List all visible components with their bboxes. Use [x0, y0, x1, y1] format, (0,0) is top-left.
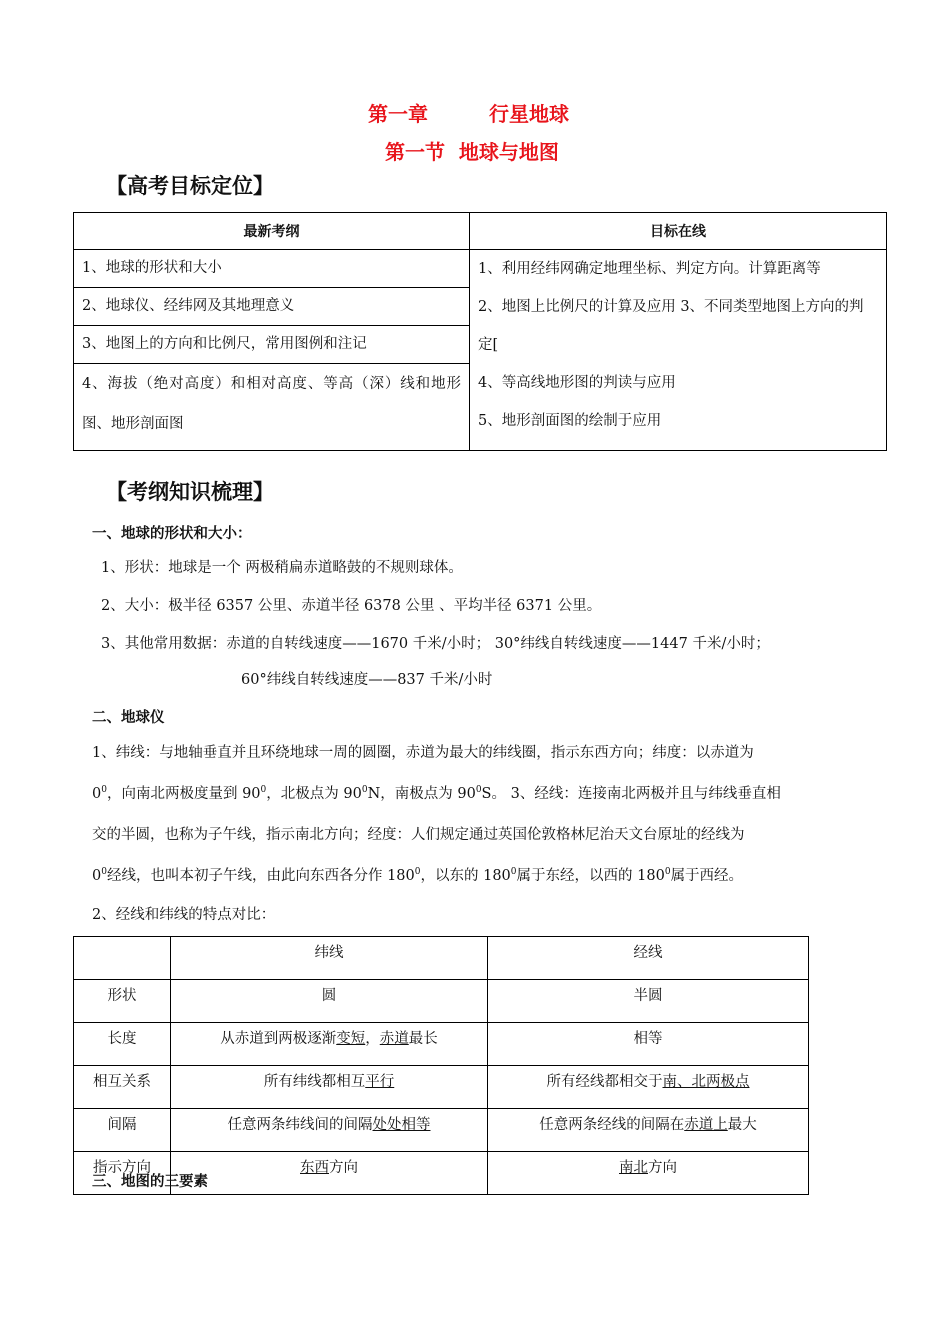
longitude-cell [488, 1066, 809, 1109]
section-title: 第一节 地球与地图 [385, 140, 559, 164]
text: 所有经线都相交于 [546, 1074, 663, 1090]
text: ， [365, 1031, 380, 1047]
latitude-cell [171, 1109, 488, 1152]
underlined-answer: 赤道上 [684, 1117, 728, 1133]
speed-line-60: 60°纬线自转线速度——837 千米/小时 [241, 672, 493, 688]
corner-cell [74, 937, 171, 980]
longitude-cell [488, 1109, 809, 1152]
section-shape-size: 一、地球的形状和大小： [92, 526, 252, 542]
degree-sup: 0 [260, 785, 267, 796]
chapter-name: 行星地球 [488, 102, 569, 126]
text: 属于东经，以西的 180 [516, 868, 665, 884]
text: 最长 [408, 1031, 438, 1047]
heading-knowledge: 【考纲知识梳理】 [106, 480, 274, 504]
degree-sup: 0 [101, 867, 107, 878]
text: 任意两条纬线间的间隔 [227, 1117, 373, 1133]
text: 方向 [648, 1160, 677, 1176]
degree-sup: 0 [101, 785, 107, 796]
degree-sup: 0 [475, 785, 482, 796]
longitude-cell: 半圆 [488, 980, 809, 1023]
degree-sup: 0 [361, 785, 368, 796]
speed-line: 3、其他常用数据：赤道的自转线速度——1670 千米/小时； 30°纬线自转线速度——1447 千米/小时； [101, 636, 770, 652]
text: N，南极点为 90 [367, 786, 476, 802]
exam-goals-table [73, 212, 887, 451]
latitude-cell: 圆 [171, 980, 488, 1023]
row-label: 指示方向 [74, 1152, 171, 1195]
section-globe: 二、地球仪 [92, 710, 165, 726]
goal-line: 5、地形剖面图的绘制于应用 [478, 413, 662, 429]
underlined-answer: 赤道 [379, 1031, 409, 1047]
lat-lon-compare-table [73, 936, 809, 1195]
chapter-number: 第一章 [368, 102, 428, 126]
underlined-answer: 南、北两极点 [662, 1074, 750, 1090]
underlined-answer: 南北 [619, 1160, 648, 1176]
text: 从赤道到两极逐渐 [220, 1031, 337, 1047]
syllabus-item: 4、海拔（绝对高度）和相对高度、等高（深）线和地形图、地形剖面图 [74, 364, 470, 451]
col-header-longitude: 经线 [488, 937, 809, 980]
col-header-syllabus: 最新考纲 [74, 213, 470, 250]
text: 0 [92, 868, 102, 884]
table-row [74, 1109, 809, 1152]
underlined-answer: 东西 [300, 1160, 329, 1176]
size-line: 2、大小：极半径 6357 公里、赤道半径 6378 公里 、平均半径 6371 公里。 [101, 598, 602, 614]
text: 经线，也叫本初子午线，由此向东西各分作 180 [106, 868, 415, 884]
goal-line: 2、地图上比例尺的计算及应用 3、不同类型地图上方向的判定[ [478, 299, 864, 353]
text: 方向 [329, 1160, 358, 1176]
row-label: 形状 [74, 980, 171, 1023]
text: 0 [92, 786, 102, 802]
syllabus-item: 3、地图上的方向和比例尺，常用图例和注记 [74, 326, 470, 364]
syllabus-item: 2、地球仪、经纬网及其地理意义 [74, 288, 470, 326]
latitude-cell [171, 1023, 488, 1066]
goal-line: 4、等高线地形图的判读与应用 [478, 375, 676, 391]
latitude-para-line-2 [92, 782, 781, 803]
latitude-cell [171, 1066, 488, 1109]
underlined-answer: 平行 [365, 1074, 395, 1090]
row-label: 长度 [74, 1023, 171, 1066]
shape-line: 1、形状：地球是一个 两极稍扁赤道略鼓的不规则球体。 [101, 560, 463, 576]
section-map-elements: 三、地图的三要素 [92, 1174, 208, 1190]
underlined-answer: 处处相等 [372, 1117, 431, 1133]
heading-exam-goals: 【高考目标定位】 [106, 174, 274, 198]
text: 任意两条经线的间隔在 [539, 1117, 685, 1133]
table-row [74, 980, 809, 1023]
text: ，以东的 180 [420, 868, 511, 884]
col-header-goals: 目标在线 [470, 213, 887, 250]
longitude-cell: 相等 [488, 1023, 809, 1066]
text: 所有纬线都相互 [263, 1074, 366, 1090]
degree-sup: 0 [664, 867, 671, 878]
text: S。 3、经线：连接南北两极并且与纬线垂直相 [481, 786, 781, 802]
chapter-title [368, 98, 569, 127]
table-row [74, 1023, 809, 1066]
longitude-cell [488, 1152, 809, 1195]
syllabus-item: 1、地球的形状和大小 [74, 250, 470, 288]
degree-sup: 0 [414, 867, 421, 878]
goals-cell [470, 250, 887, 451]
text: 属于西经。 [670, 868, 744, 884]
text: 最大 [727, 1117, 757, 1133]
col-header-latitude: 纬线 [171, 937, 488, 980]
latitude-cell [171, 1152, 488, 1195]
latitude-para-line-1: 1、纬线：与地轴垂直并且环绕地球一周的圆圈，赤道为最大的纬线圈，指示东西方向；纬度：以赤道为 [92, 745, 754, 761]
compare-title: 2、经线和纬线的特点对比： [92, 907, 276, 923]
latitude-para-line-3: 交的半圆，也称为子午线，指示南北方向；经度：人们规定通过英国伦敦格林尼治天文台原址的经线为 [92, 827, 745, 843]
row-label: 相互关系 [74, 1066, 171, 1109]
row-label: 间隔 [74, 1109, 171, 1152]
text: ，北极点为 90 [266, 786, 362, 802]
goal-line: 1、利用经纬网确定地理坐标、判定方向。计算距离等 [478, 261, 821, 277]
table-row [74, 1066, 809, 1109]
text: ，向南北两极度量到 90 [106, 786, 261, 802]
underlined-answer: 变短 [336, 1031, 366, 1047]
latitude-para-line-4 [92, 864, 743, 885]
degree-sup: 0 [510, 867, 517, 878]
